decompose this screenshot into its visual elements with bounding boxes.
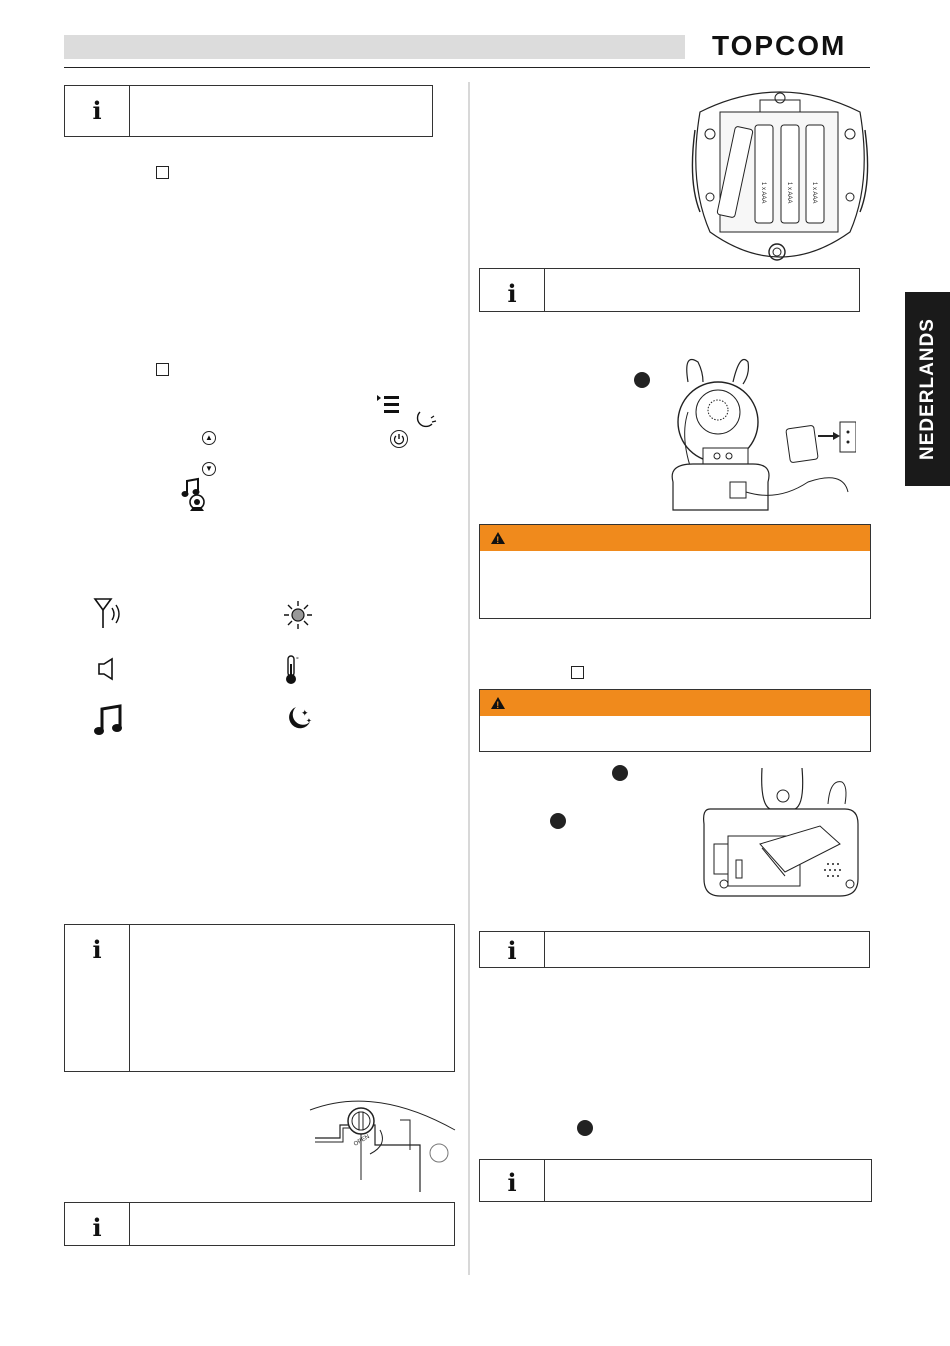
header-rule: [64, 67, 870, 68]
svg-text:✦: ✦: [301, 708, 309, 718]
info-icon: i: [65, 925, 130, 1071]
warning-box-2: [479, 689, 871, 752]
info-box-6: [479, 1159, 872, 1202]
power-button-icon: [390, 430, 408, 448]
svg-text:!: !: [496, 700, 500, 710]
warning-icon: [490, 531, 506, 545]
info-box-3: [64, 1202, 455, 1246]
camera-icon: [186, 493, 208, 513]
up-arrow-button-icon: ▲: [202, 431, 216, 445]
header-bar: [64, 35, 685, 59]
checkbox-1[interactable]: [156, 166, 169, 179]
step-marker-3: [550, 813, 566, 829]
svg-text:°: °: [296, 657, 299, 664]
battery-label-1: 1 x AAA: [760, 182, 766, 204]
step-marker-1: [634, 372, 650, 388]
checkbox-3[interactable]: [571, 666, 584, 679]
open-label: OPEN: [353, 1134, 371, 1148]
language-tab-label: NEDERLANDS: [916, 318, 938, 460]
step-marker-2: [612, 765, 628, 781]
battery-compartment-illustration: [690, 82, 870, 268]
warning-bar: [480, 690, 870, 716]
warning-bar: [480, 525, 870, 551]
info-icon: i: [480, 269, 545, 311]
column-divider: [468, 82, 470, 1275]
info-box-4: [479, 268, 860, 312]
parent-unit-battery-illustration: [700, 764, 860, 902]
step-marker-4: [577, 1120, 593, 1136]
info-icon: i: [65, 1203, 130, 1245]
info-icon: i: [480, 932, 545, 967]
svg-text:✦: ✦: [306, 718, 312, 725]
checkbox-2[interactable]: [156, 363, 169, 376]
night-light-icon: [284, 704, 314, 732]
battery-label-3: 1 x AAA: [811, 182, 817, 204]
language-tab: [905, 292, 950, 486]
down-arrow-button-icon: ▼: [202, 462, 216, 476]
signal-icon: [92, 596, 124, 632]
music-icon: [92, 703, 126, 737]
battery-door-illustration: [305, 1090, 457, 1196]
lullaby-moon-icon: [414, 410, 440, 432]
menu-icon: [376, 393, 402, 417]
info-box-5: [479, 931, 870, 968]
brand-logo: TOPCOM: [712, 30, 847, 61]
info-icon: i: [65, 86, 130, 136]
svg-text:!: !: [496, 535, 500, 545]
volume-icon: [96, 656, 120, 682]
info-icon: i: [480, 1160, 545, 1201]
brightness-icon: [283, 600, 313, 630]
warning-box-1: [479, 524, 871, 619]
battery-label-2: 1 x AAA: [786, 182, 792, 204]
info-box-1: [64, 85, 433, 137]
info-box-2: [64, 924, 455, 1072]
warning-icon: [490, 696, 506, 710]
thermometer-icon: [282, 654, 302, 686]
camera-adapter-illustration: [668, 352, 856, 514]
